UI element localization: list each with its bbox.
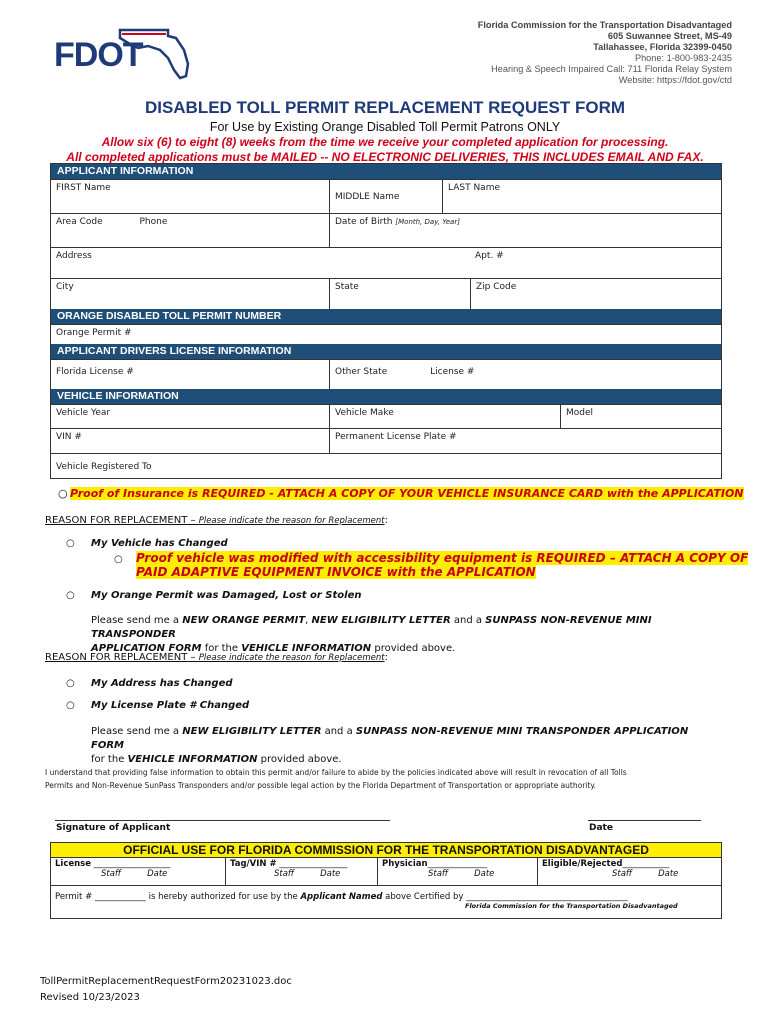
phone-label: Phone [139, 217, 168, 227]
vin-label: VIN # [56, 432, 82, 442]
reason-heading-1: REASON FOR REPLACEMENT – Please indicate the reason for Replacement: [45, 515, 388, 526]
agency-relay: Hearing & Speech Impaired Call: 711 Florida Relay System [491, 64, 732, 74]
address-field[interactable] [51, 248, 470, 278]
reason-hint-2: Please indicate the reason for Replacement [198, 653, 385, 663]
permit-authorization-row[interactable]: Permit # ____________ is hereby authorized for use by the Applicant Named above Certified by ______________________________________ Florida Commission for the Transportation Disadvantaged [51, 885, 721, 918]
address-changed-checkbox[interactable]: ○ [66, 678, 75, 689]
application-form-table [50, 163, 722, 479]
permit-damaged-checkbox[interactable]: ○ [66, 590, 75, 601]
commission-caption: Florida Commission for the Transportation Disadvantaged [465, 902, 678, 910]
adaptive-equipment-note [114, 551, 748, 579]
document-footer [40, 974, 292, 1006]
office-eligible-label: Eligible/Rejected [542, 859, 623, 869]
office-staff-label-3: Staff [428, 869, 449, 879]
logo-text: FDOT [54, 36, 143, 74]
plate-label: Permanent License Plate # [335, 432, 457, 442]
apt-field[interactable] [470, 248, 721, 278]
request-text-1: Please send me a NEW ORANGE PERMIT, NEW ELIGIBILITY LETTER and a SUNPASS NON-REVENUE MINI TRANSPONDER APPLICATION FORM for the VEHICLE INFORMATION provided above. [91, 615, 652, 654]
provided-text: provided above. [374, 643, 456, 654]
address-changed-label: My Address has Changed [91, 678, 233, 689]
sunpass-text: SUNPASS NON-REVENUE MINI TRANSPONDER [91, 615, 652, 640]
other-state-field[interactable] [329, 360, 721, 389]
official-use-row [51, 857, 721, 885]
license-section-header: APPLICANT DRIVERS LICENSE INFORMATION [51, 344, 721, 359]
for-the-text-2: for the [91, 754, 125, 765]
vin-field[interactable] [51, 429, 329, 453]
adaptive-equipment-checkbox[interactable]: ○ [114, 554, 123, 565]
first-name-field[interactable] [51, 180, 329, 213]
declaration [45, 766, 735, 792]
phone-field[interactable] [51, 214, 329, 247]
option-address-changed[interactable] [66, 678, 233, 689]
request-text-2 [91, 725, 721, 767]
first-name-label: FIRST Name [56, 183, 111, 193]
permit-row [51, 324, 721, 344]
agency-website[interactable]: Website: https://fdot.gov/ctd [618, 75, 732, 85]
signature-label: Signature of Applicant [56, 823, 171, 833]
veh-info-text: VEHICLE INFORMATION [241, 643, 372, 654]
vehicle-make-label: Vehicle Make [335, 408, 394, 418]
office-staff-label-4: Staff [612, 869, 633, 879]
state-label: State [335, 282, 359, 292]
tag-vin-field[interactable]: Tag/VIN # ________________ Staff Date [225, 858, 377, 885]
registered-row [51, 453, 721, 478]
permit-damaged-label: My Orange Permit was Damaged, Lost or Stolen [91, 590, 362, 601]
and-a-text: and a [453, 615, 482, 626]
vehicle-model-field[interactable] [560, 405, 721, 428]
orange-permit-field[interactable] [51, 325, 721, 344]
reason-heading-2: REASON FOR REPLACEMENT – Please indicate the reason for Replacement: [45, 652, 388, 663]
city-field[interactable] [51, 279, 329, 309]
zip-field[interactable] [470, 279, 721, 309]
agency-name: Florida Commission for the Transportation Disadvantaged [477, 20, 732, 30]
insurance-checkbox[interactable]: ○ [58, 487, 68, 500]
address-label: Address [56, 251, 92, 261]
registered-label: Vehicle Registered To [56, 462, 152, 472]
form-subtitle: For Use by Existing Orange Disabled Toll Permit Patrons ONLY [209, 120, 561, 134]
form-title: DISABLED TOLL PERMIT REPLACEMENT REQUEST FORM [144, 98, 626, 117]
phone-row [51, 213, 721, 247]
official-use-box [50, 842, 722, 919]
fdot-logo [50, 24, 190, 84]
plate-field[interactable] [329, 429, 721, 453]
office-date-label-4: Date [658, 869, 679, 879]
provided-text-2: provided above. [260, 754, 342, 765]
other-license-label: License # [430, 367, 475, 377]
date-label: Date [589, 823, 613, 833]
vehicle-year-field[interactable] [51, 405, 329, 428]
reason-heading-2-label: REASON FOR REPLACEMENT [45, 652, 188, 663]
office-staff-label-1: Staff [101, 869, 122, 879]
option-vehicle-changed[interactable] [66, 538, 228, 549]
veh-info-text-2: VEHICLE INFORMATION [127, 754, 258, 765]
official-use-heading: OFFICIAL USE FOR FLORIDA COMMISSION FOR THE TRANSPORTATION DISADVANTAGED [51, 843, 721, 857]
permit-prefix: Permit # ____________ is hereby authorized for use by the [55, 892, 298, 902]
dob-hint: [Month, Day, Year] [395, 218, 460, 226]
state-field[interactable] [329, 279, 470, 309]
send-a-text: Please send me a [91, 615, 180, 626]
eligible-field[interactable]: Eligible/Rejected___________ Staff Date [537, 858, 721, 885]
orange-permit-label: Orange Permit # [56, 328, 132, 338]
insurance-text: Proof of Insurance is REQUIRED - ATTACH A COPY OF YOUR VEHICLE INSURANCE CARD with the APPLICATION [70, 487, 744, 500]
certified-by-text: above Certified by [385, 892, 464, 902]
office-tag-vin-label: Tag/VIN # [230, 859, 277, 869]
agency-street: 605 Suwannee Street, MS-49 [607, 31, 732, 41]
address-row [51, 247, 721, 278]
city-label: City [56, 282, 74, 292]
middle-name-field[interactable] [329, 180, 442, 213]
agency-city: Tallahassee, Florida 32399-0450 [593, 42, 732, 52]
city-row [51, 278, 721, 309]
signature-line[interactable] [55, 820, 390, 821]
office-date-label-1: Date [147, 869, 168, 879]
apt-label: Apt. # [475, 251, 504, 261]
app-form-text: APPLICATION FORM [91, 643, 202, 654]
for-the-text: for the [204, 643, 239, 654]
vehicle-year-label: Vehicle Year [56, 408, 111, 418]
vin-row [51, 428, 721, 453]
footer-filename: TollPermitReplacementRequestForm20231023.doc [40, 976, 292, 987]
reason-heading-1-label: REASON FOR REPLACEMENT [45, 515, 188, 526]
new-permit-text: NEW ORANGE PERMIT [182, 615, 306, 626]
agency-info [478, 20, 732, 86]
vehicle-changed-checkbox[interactable]: ○ [66, 538, 75, 549]
registered-field[interactable] [51, 454, 721, 478]
vehicle-changed-label: My Vehicle has Changed [91, 538, 228, 549]
last-name-field[interactable] [442, 180, 721, 213]
area-code-label: Area Code [56, 217, 103, 227]
office-physician-label: Physician [382, 859, 428, 869]
name-row [51, 179, 721, 213]
date-line[interactable] [588, 820, 701, 821]
florida-license-label: Florida License # [56, 367, 134, 377]
office-staff-label-2: Staff [274, 869, 295, 879]
applicant-named-text: Applicant Named [300, 892, 383, 902]
office-license-label: License [55, 859, 92, 869]
applicant-section-header: APPLICANT INFORMATION [51, 164, 721, 179]
permit-section-header: ORANGE DISABLED TOLL PERMIT NUMBER [51, 309, 721, 324]
license-staff-field[interactable]: License __________________ Staff Date [55, 859, 171, 879]
sunpass-form-text: SUNPASS NON-REVENUE MINI TRANSPONDER APPLICATION FORM [91, 726, 689, 751]
option-permit-damaged[interactable] [66, 590, 362, 601]
agency-phone: Phone: 1-800-983-2435 [634, 53, 732, 63]
license-row [51, 359, 721, 389]
office-date-label-3: Date [474, 869, 495, 879]
adaptive-proof-line2: PAID ADAPTIVE EQUIPMENT INVOICE with the APPLICATION [136, 565, 536, 579]
other-state-label: Other State [335, 367, 388, 377]
vehicle-make-field[interactable] [329, 405, 560, 428]
declaration-line1: I understand that providing false information to obtain this permit and/or failure to abide by the policies indicated above will result in revocation of all Tolls [45, 768, 627, 777]
footer-revised: Revised 10/23/2023 [40, 992, 140, 1003]
declaration-line2: Permits and Non-Revenue SunPass Transponders and/or possible legal action by the Florida Department of Transportation or appropriate authority. [45, 781, 597, 790]
insurance-note [58, 487, 744, 500]
last-name-label: LAST Name [448, 183, 501, 193]
and-a-text-2: and a [324, 726, 353, 737]
office-date-label-2: Date [320, 869, 341, 879]
send-a-text-2: Please send me a [91, 726, 180, 737]
vehicle-row [51, 404, 721, 428]
dob-field[interactable] [329, 214, 721, 247]
middle-name-label: MIDDLE Name [335, 192, 400, 202]
mailing-notice: All completed applications must be MAILED -- NO ELECTRONIC DELIVERIES, THIS INCLUDES EMAIL AND FAX. [66, 150, 704, 164]
plate-changed-label: My License Plate # Changed [91, 700, 250, 711]
new-letter-text-2: NEW ELIGIBILITY LETTER [182, 726, 322, 737]
reason-hint-1: Please indicate the reason for Replacement [198, 516, 385, 526]
florida-license-field[interactable] [51, 360, 329, 389]
processing-notice: Allow six (6) to eight (8) weeks from the time we receive your completed application for processing. [101, 135, 669, 149]
vehicle-model-label: Model [566, 408, 594, 418]
option-plate-changed[interactable] [66, 700, 249, 711]
zip-label: Zip Code [476, 282, 517, 292]
vehicle-section-header: VEHICLE INFORMATION [51, 389, 721, 404]
new-letter-text: NEW ELIGIBILITY LETTER [311, 615, 451, 626]
physician-field[interactable]: Physician______________ Staff Date [377, 858, 537, 885]
adaptive-proof-line1: Proof vehicle was modified with accessibility equipment is REQUIRED – ATTACH A COPY OF [136, 551, 749, 565]
plate-changed-checkbox[interactable]: ○ [66, 700, 75, 711]
dob-label: Date of Birth [335, 217, 393, 227]
